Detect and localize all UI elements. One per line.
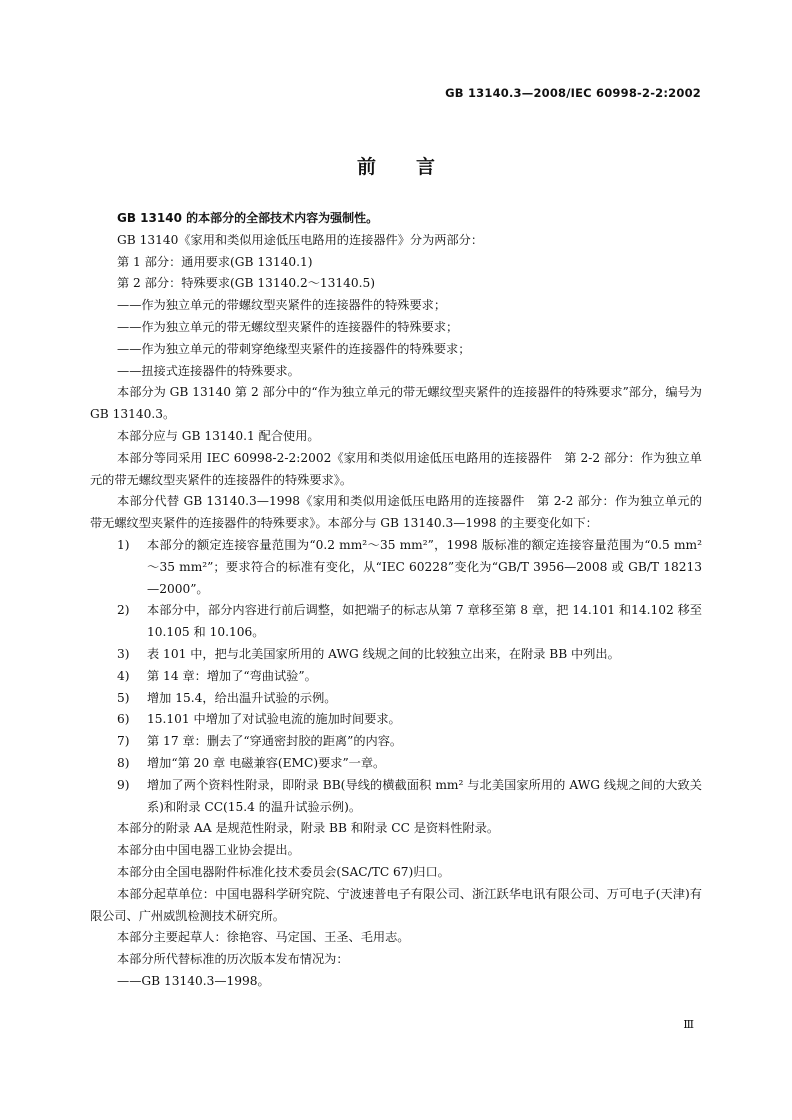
paragraph: 本部分主要起草人：徐艳容、马定国、王圣、毛用志。 <box>117 930 410 945</box>
preface-body <box>90 208 702 993</box>
change-number: 6) <box>117 712 130 727</box>
change-number: 5) <box>117 690 130 705</box>
change-item <box>90 666 702 688</box>
paragraph: 第 2 部分：特殊要求(GB 13140.2～13140.5) <box>117 276 376 291</box>
changes-list <box>90 535 702 818</box>
dash-list-item: ——扭接式连接器件的特殊要求。 <box>117 363 300 378</box>
change-text: 本部分中，部分内容进行前后调整，如把端子的标志从第 7 章移至第 8 章，把 14.101 和14.102 移至 10.105 和 10.106。 <box>147 603 702 640</box>
dash-list-item: ——作为独立单元的带无螺纹型夹紧件的连接器件的特殊要求； <box>117 319 459 334</box>
change-text: 增加 15.4，给出温升试验的示例。 <box>147 690 337 705</box>
change-number: 4) <box>117 668 130 683</box>
history-item: ——GB 13140.3—1998。 <box>117 973 270 988</box>
change-text: 增加了两个资料性附录，即附录 BB(导线的横截面积 mm² 与北美国家所用的 AWG 线规之间的大致关系)和附录 CC(15.4 的温升试验示例)。 <box>147 777 702 814</box>
paragraph: 本部分所代替标准的历次版本发布情况为： <box>117 952 349 967</box>
change-item <box>90 753 702 775</box>
paragraph: GB 13140《家用和类似用途低压电路用的连接器件》分为两部分： <box>117 232 484 247</box>
standard-number-header: GB 13140.3—2008/IEC 60998-2-2:2002 <box>445 86 701 100</box>
change-number: 2) <box>117 603 130 618</box>
change-item <box>90 709 702 731</box>
paragraph: 本部分代替 GB 13140.3—1998《家用和类似用途低压电路用的连接器件 第 2-2 部分：作为独立单元的带无螺纹型夹紧件的连接器件的特殊要求》。本部分与 GB 13140.3—1998 的主要变化如下： <box>90 494 702 531</box>
paragraph: 本部分由中国电器工业协会提出。 <box>117 843 300 858</box>
change-number: 7) <box>117 734 130 749</box>
change-item <box>90 535 702 600</box>
change-text: 增加“第 20 章 电磁兼容(EMC)要求”一章。 <box>147 755 386 770</box>
change-item <box>90 688 702 710</box>
paragraph: 本部分由全国电器附件标准化技术委员会(SAC/TC 67)归口。 <box>117 864 450 879</box>
change-number: 9) <box>117 777 130 792</box>
paragraph: 本部分的附录 AA 是规范性附录，附录 BB 和附录 CC 是资料性附录。 <box>117 821 500 836</box>
change-item <box>90 600 702 644</box>
change-item <box>90 731 702 753</box>
change-item <box>90 775 702 819</box>
change-number: 8) <box>117 755 130 770</box>
change-number: 1) <box>117 537 130 552</box>
page-title: 前言 <box>356 156 475 178</box>
change-text: 本部分的额定连接容量范围为“0.2 mm²～35 mm²”，1998 版标准的额定连接容量范围为“0.5 mm²～35 mm²”；要求符合的标准有变化，从“IEC 60228”变化为“GB/T 3956—2008 或 GB/T 18213—2000”。 <box>147 537 702 596</box>
mandatory-statement: GB 13140 的本部分的全部技术内容为强制性。 <box>117 211 379 225</box>
change-text: 第 14 章：增加了“弯曲试验”。 <box>147 668 317 683</box>
dash-list-item: ——作为独立单元的带刺穿绝缘型夹紧件的连接器件的特殊要求； <box>117 341 471 356</box>
paragraph: 本部分应与 GB 13140.1 配合使用。 <box>117 428 320 443</box>
change-text: 15.101 中增加了对试验电流的施加时间要求。 <box>147 712 401 727</box>
change-text: 表 101 中，把与北美国家所用的 AWG 线规之间的比较独立出来，在附录 BB 中列出。 <box>147 646 620 661</box>
paragraph: 本部分等同采用 IEC 60998-2-2:2002《家用和类似用途低压电路用的连接器件 第 2-2 部分：作为独立单元的带无螺纹型夹紧件的连接器件的特殊要求》。 <box>90 450 702 487</box>
page-number: Ⅲ <box>683 1018 694 1031</box>
paragraph: 本部分为 GB 13140 第 2 部分中的“作为独立单元的带无螺纹型夹紧件的连接器件的特殊要求”部分，编号为 GB 13140.3。 <box>90 385 702 422</box>
paragraph: 第 1 部分：通用要求(GB 13140.1) <box>117 254 313 269</box>
dash-list-item: ——作为独立单元的带螺纹型夹紧件的连接器件的特殊要求； <box>117 298 447 313</box>
paragraph: 本部分起草单位：中国电器科学研究院、宁波速普电子有限公司、浙江跃华电讯有限公司、万可电子(天津)有限公司、广州威凯检测技术研究所。 <box>90 886 702 923</box>
change-number: 3) <box>117 646 130 661</box>
change-item <box>90 644 702 666</box>
change-text: 第 17 章：删去了“穿通密封胶的距离”的内容。 <box>147 734 403 749</box>
